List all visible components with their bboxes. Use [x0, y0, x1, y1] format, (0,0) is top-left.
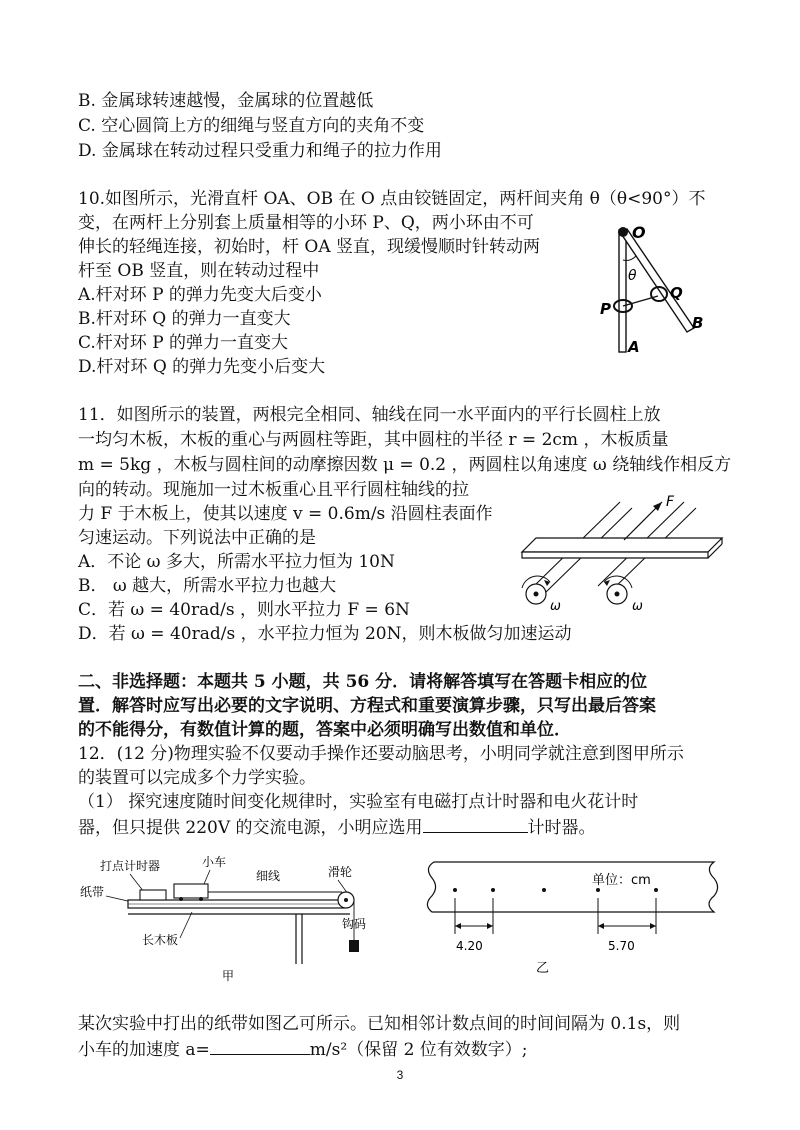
q12-tape-distance-1: 4.20 [456, 939, 483, 953]
q11-label-f: F [666, 494, 675, 510]
section2-heading-line2: 置．解答时应写出必要的文字说明、方程式和重要演算步骤，只写出最后答案 [78, 696, 656, 716]
q11-option-a: A．不论 ω 多大，所需水平拉力恒为 10N [78, 552, 395, 572]
q12-label-pulley: 滑轮 [328, 865, 353, 879]
q9-option-c: C. 空心圆筒上方的细绳与竖直方向的夹角不变 [78, 116, 425, 136]
q12-stem-line2: 的装置可以完成多个力学实验。 [78, 768, 316, 788]
q12-label-tape: 纸带 [80, 885, 105, 899]
q12-tape-distance-2: 5.70 [608, 939, 635, 953]
q12-part1-text-after: 计时器。 [527, 818, 596, 838]
q11-stem-line3: m = 5kg ，木板与圆柱间的动摩擦因数 μ = 0.2 ，两圆柱以角速度 ω 绕轴线作相反方 [78, 455, 732, 475]
q12-label-thread: 细线 [256, 869, 281, 883]
q10-stem-line3: 伸长的轻绳连接，初始时，杆 OA 竖直，现缓慢顺时针转动两 [78, 237, 541, 257]
q12-stem-line1: 12．(12 分)物理实验不仅要动手操作还要动脑思考，小明同学就注意到图甲所示 [78, 744, 684, 764]
q12-apparatus-figure-jia [80, 852, 410, 982]
q11-label-omega-right: ω [632, 599, 643, 614]
q11-stem-line5: 力 F 于木板上，使其以速度 v = 0.6m/s 沿圆柱表面作 [78, 504, 493, 524]
section2-heading-line1: 二、非选择题：本题共 5 小题，共 56 分．请将解答填写在答题卡相应的位 [78, 672, 648, 692]
page-number: 3 [396, 1068, 404, 1082]
q11-stem-line1: 11．如图所示的装置，两根完全相同、轴线在同一水平面内的平行长圆柱上放 [78, 405, 661, 425]
q11-label-omega-left: ω [550, 599, 561, 614]
q10-label-a: A [628, 338, 640, 356]
q11-stem-line6: 匀速运动。下列说法中正确的是 [78, 528, 316, 548]
q12-part1-line2 [78, 814, 596, 840]
q10-stem-line4: 杆至 OB 竖直，则在转动过程中 [78, 261, 320, 281]
q11-option-b: B． ω 越大，所需水平拉力也越大 [78, 576, 337, 596]
q10-option-a: A.杆对环 P 的弹力先变大后变小 [78, 285, 322, 305]
q10-label-p: P [600, 300, 611, 318]
q11-cylinder-board-figure [512, 490, 726, 616]
q10-stem-line2: 变，在两杆上分别套上质量相等的小环 P、Q，两小环由不可 [78, 213, 534, 233]
q12-paper-tape-figure-yi [424, 858, 724, 978]
q12-label-cart: 小车 [202, 855, 227, 869]
q9-option-b: B. 金属球转速越慢，金属球的位置越低 [78, 91, 374, 111]
q12-figure-jia-caption: 甲 [222, 969, 235, 982]
q11-option-d: D．若 ω = 40rad/s ，水平拉力恒为 20N，则木板做匀加速运动 [78, 624, 572, 644]
q12-part1-line1: （1） 探究速度随时间变化规律时，实验室有电磁打点计时器和电火花计时 [78, 792, 639, 812]
q12-label-weight: 钩码 [342, 917, 367, 931]
q12-figure-yi-caption: 乙 [536, 961, 550, 976]
q12-acceleration-answer-blank[interactable] [210, 1036, 310, 1055]
q10-stem-line1: 10.如图所示，光滑直杆 OA、OB 在 O 点由铰链固定，两杆间夹角 θ（θ<90°）不 [78, 189, 706, 209]
section2-heading-line3: 的不能得分，有数值计算的题，答案中必须明确写出数值和单位． [78, 720, 571, 740]
q10-label-o: O [632, 223, 646, 242]
q11-stem-line2: 一均匀木板，木板的重心与两圆柱等距，其中圆柱的半径 r = 2cm ，木板质量 [78, 430, 669, 450]
q12-acceleration-text-before: 小车的加速度 a= [78, 1040, 210, 1060]
q9-option-d: D. 金属球在转动过程只受重力和绳子的拉力作用 [78, 141, 442, 161]
q12-part1-line3: 某次实验中打出的纸带如图乙可所示。已知相邻计数点间的时间间隔为 0.1s，则 [78, 1014, 681, 1034]
q12-part1-text-before: 器，但只提供 220V 的交流电源，小明应选用 [78, 818, 423, 838]
q10-option-c: C.杆对环 P 的弹力一直变大 [78, 333, 289, 353]
q10-rod-figure [592, 222, 722, 358]
q12-label-timer: 打点计时器 [100, 859, 161, 873]
q10-option-b: B.杆对环 Q 的弹力一直变大 [78, 309, 291, 329]
q12-timer-answer-blank[interactable] [423, 814, 528, 833]
q10-label-theta: θ [628, 268, 637, 284]
q12-label-board: 长木板 [142, 933, 179, 947]
q12-acceleration-text-after: m/s²（保留 2 位有效数字）; [309, 1040, 528, 1060]
q12-part1-line4 [78, 1036, 528, 1062]
q10-label-q: Q [670, 284, 683, 302]
q10-label-b: B [692, 314, 704, 332]
q11-stem-line4: 向的转动。现施加一过木板重心且平行圆柱轴线的拉 [78, 480, 469, 500]
q11-option-c: C．若 ω = 40rad/s ，则水平拉力 F = 6N [78, 600, 410, 620]
q12-tape-unit-label: 单位：cm [592, 873, 651, 888]
q10-option-d: D.杆对环 Q 的弹力先变小后变大 [78, 357, 326, 377]
